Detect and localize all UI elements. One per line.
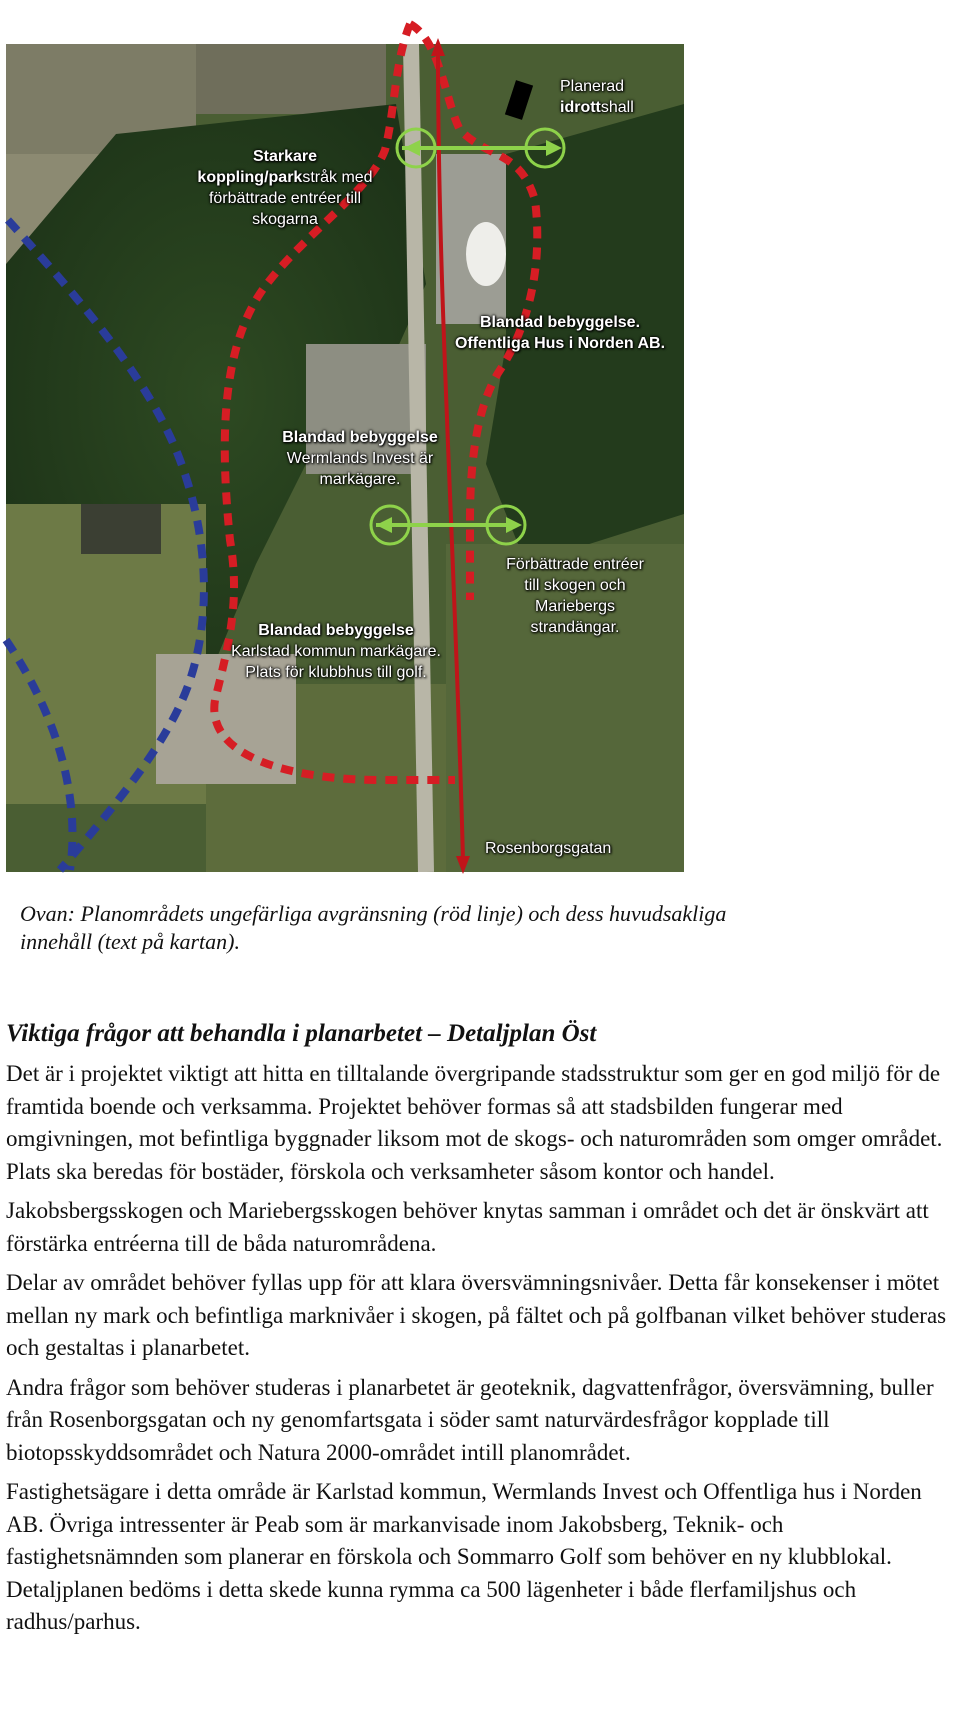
label-wermlands-invest: Blandad bebyggelse Wermlands Invest är markägare. <box>282 429 438 488</box>
sports-field <box>81 504 161 554</box>
paragraph: Delar av området behöver fyllas upp för att klara översvämningsnivåer. Detta får konsekenser i mötet mellan ny mark och befintliga marknivåer i skogen, på fältet och på golfbanan vilket behöver studeras och gestaltas i planarbetet. <box>6 1270 947 1360</box>
paragraph: Det är i projektet viktigt att hitta en tilltalande övergripande stadsstruktur som ger en god miljö för de framtida boende och verksamma. Projektet behöver formas så att stadsbilden fungerar med omgivningen, mot befintliga byggnader liksom mot de skogs- och naturområden som omger området. Plats ska beredas för bostäder, förskola och verksamheter såsom kontor och handel. <box>6 1061 943 1184</box>
body-text <box>6 1058 958 1646</box>
label-rosenborgsgatan: Rosenborgsgatan <box>485 840 612 857</box>
paragraph: Fastighetsägare i detta område är Karlstad kommun, Wermlands Invest och Offentliga hus i Norden AB. Övriga intressenter är Peab som är markanvisade inom Jakobsberg, Teknik- och fastighetsnämnden som planerar en förskola och Sommarro Golf som behöver en ny klubblokal. Detaljplanen bedöms i detta skede kunna rymma ca 500 lägenheter i både flerfamiljshus och radhus/parhus. <box>6 1479 922 1634</box>
paragraph: Jakobsbergsskogen och Mariebergsskogen behöver knytas samman i området och det är önskvärt att förstärka entréerna till de båda naturområdena. <box>6 1198 929 1256</box>
label-karlstad-kommun: Blandad bebyggelse Karlstad kommun markägare. Plats för klubbhus till golf. <box>231 622 441 681</box>
label-forbattrade-entreer: Förbättrade entréer till skogen och Mariebergs strandängar. <box>506 556 644 636</box>
caption-line-2: innehåll (text på kartan). <box>20 929 240 954</box>
white-roof <box>466 222 506 286</box>
section-heading: Viktiga frågor att behandla i planarbetet – Detaljplan Öst <box>6 1020 597 1047</box>
label-starkare-koppling: Starkare koppling/parkstråk med förbättrade entréer till skogarna <box>197 148 373 228</box>
label-offentliga-hus: Blandad bebyggelse. Offentliga Hus i Norden AB. <box>454 314 666 352</box>
paragraph: Andra frågor som behöver studeras i planarbetet är geoteknik, dagvattenfrågor, översvämning, buller från Rosenborgsgatan och ny genomfartsgata i söder samt naturvärdesfrågor kopplade till biotopsskyddsområdet och Natura 2000-området intill planområdet. <box>6 1374 934 1465</box>
residential-area-north <box>196 44 386 114</box>
label-planerad-idrottshall: Planerad idrottshall <box>560 78 634 116</box>
caption-line-1: Ovan: Planområdets ungefärliga avgränsning (röd linje) och dess huvudsakliga <box>20 901 727 926</box>
map-caption <box>20 900 920 956</box>
